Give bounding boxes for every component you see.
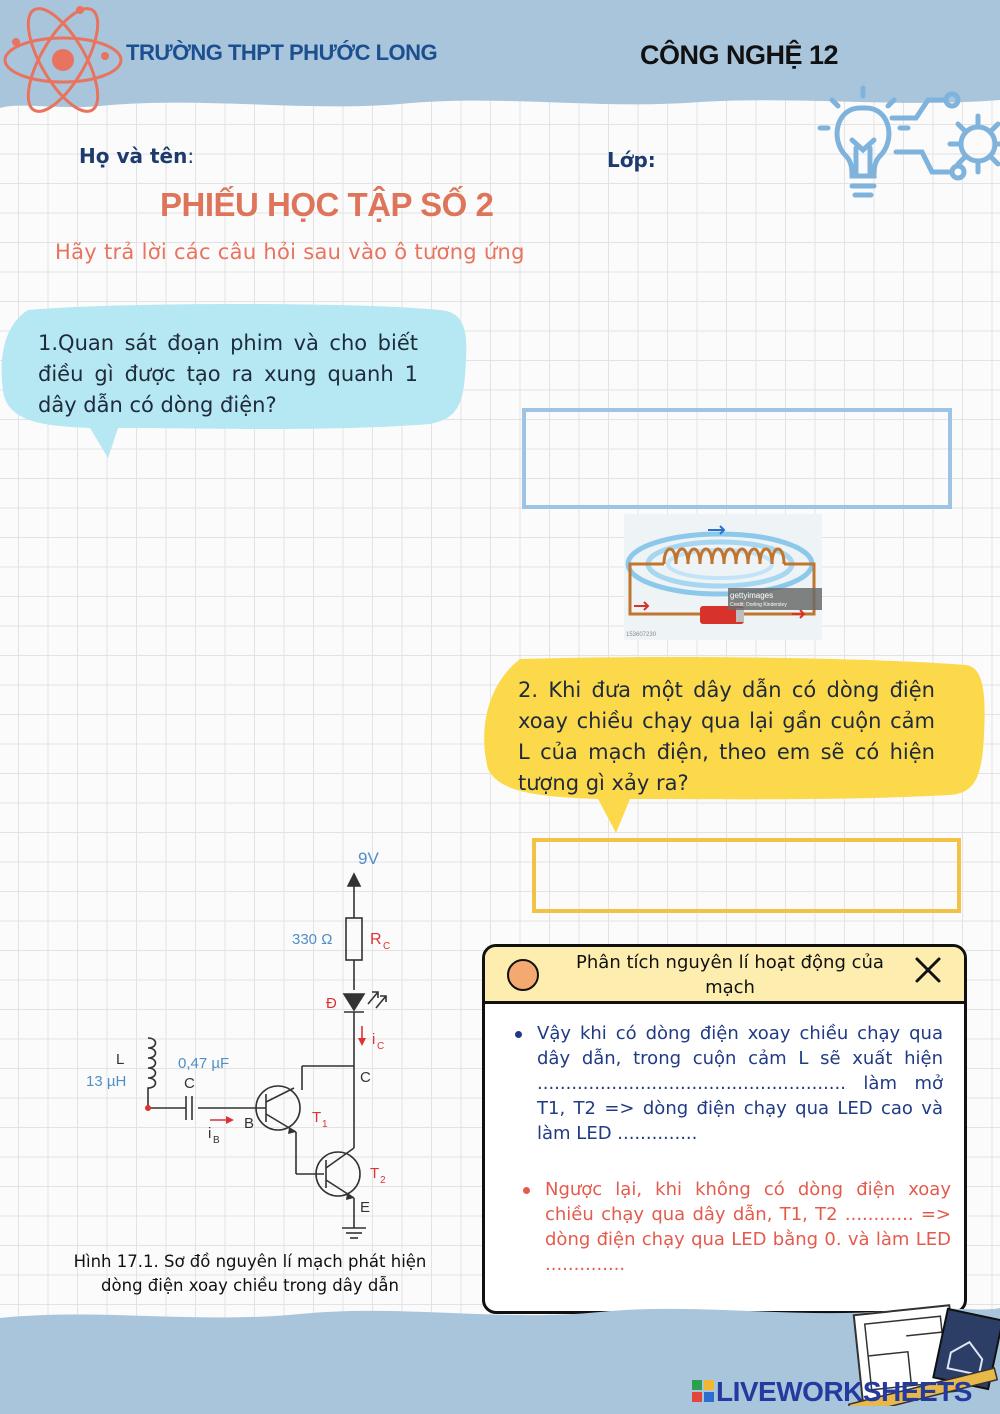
circuit-cap-value: 0,47 µF bbox=[178, 1055, 230, 1072]
liveworksheets-brand[interactable]: LIVEWORKSHEETS bbox=[716, 1376, 972, 1407]
worksheet-title: PHIẾU HỌC TẬP SỐ 2 bbox=[160, 186, 494, 223]
circuit-ic-sub: C bbox=[377, 1041, 385, 1052]
circuit-inductor-label: L bbox=[116, 1051, 125, 1068]
liveworksheets-logo-icon bbox=[692, 1380, 714, 1402]
photo-id: 153607230 bbox=[626, 632, 657, 638]
circle-icon bbox=[507, 959, 539, 991]
class-field-label: Lớp: bbox=[607, 148, 656, 172]
circuit-supply-label: 9V bbox=[358, 849, 379, 868]
analysis-card-title: Phân tích nguyên lí hoạt động của mạch bbox=[576, 952, 884, 998]
subject-title: CÔNG NGHỆ 12 bbox=[640, 40, 839, 70]
school-name: TRƯỜNG THPT PHƯỚC LONG bbox=[126, 40, 438, 65]
answer-input-1[interactable] bbox=[522, 408, 952, 509]
circuit-cap-label: C bbox=[184, 1075, 195, 1092]
bullet-dot bbox=[515, 1031, 522, 1038]
circuit-resistor-value: 330 Ω bbox=[292, 931, 333, 948]
worksheet-instruction: Hãy trả lời các câu hỏi sau vào ô tương ứng bbox=[55, 240, 525, 264]
close-icon[interactable] bbox=[913, 955, 943, 985]
circuit-diagram bbox=[80, 842, 420, 1246]
figure-caption: Hình 17.1. Sơ đồ nguyên lí mạch phát hiện dòng điện xoay chiều trong dây dẫn bbox=[73, 1252, 427, 1295]
bulb-gear-icon bbox=[812, 78, 1000, 213]
question-2-text: 2. Khi đưa một dây dẫn có dòng điện xoay chiều chạy qua lại gần cuộn cảm L của mạch điện, theo em sẽ có hiện tượng gì xảy ra? bbox=[518, 678, 935, 795]
circuit-led-label: Đ bbox=[326, 995, 337, 1012]
circuit-ib-label: i bbox=[208, 1125, 212, 1142]
circuit-t1-sub: 1 bbox=[322, 1119, 328, 1130]
question-1-text: 1.Quan sát đoạn phim và cho biết điều gì được tạo ra xung quanh 1 dây dẫn có dòng điện? bbox=[38, 331, 418, 417]
answer-input-2[interactable] bbox=[532, 838, 961, 913]
analysis-bullet-2 bbox=[523, 1177, 951, 1277]
photo-credit: gettyimages bbox=[730, 591, 774, 600]
bullet-dot bbox=[523, 1187, 530, 1194]
analysis-bullet-2-text: Ngược lại, khi không có dòng điện xoay chiều chạy qua dây dẫn, T1, T2 ............ => dòng điện chạy qua LED bằng 0. và làm LED .............. bbox=[545, 1179, 951, 1275]
circuit-resistor-sub: C bbox=[383, 941, 391, 952]
analysis-card-header bbox=[485, 947, 964, 1004]
name-field-label: Họ và tên: bbox=[79, 144, 195, 168]
circuit-base-label: B bbox=[244, 1115, 255, 1132]
circuit-emitter-label: E bbox=[360, 1199, 371, 1216]
analysis-bullet-1 bbox=[515, 1021, 943, 1146]
circuit-ib-sub: B bbox=[213, 1135, 220, 1146]
solenoid-photo bbox=[624, 514, 822, 640]
circuit-t2-sub: 2 bbox=[380, 1175, 386, 1186]
circuit-ic-label: i bbox=[372, 1031, 376, 1048]
analysis-bullet-1-text: Vậy khi có dòng điện xoay chiều chạy qua dây dẫn, trong cuộn cảm L sẽ xuất hiện ...................................................... làm mở T1, T2 => dòng điện chạy qua LED cao và làm LED .............. bbox=[537, 1023, 943, 1144]
circuit-t2-label: T bbox=[370, 1165, 380, 1182]
circuit-inductor-value: 13 µH bbox=[86, 1073, 127, 1090]
circuit-resistor-label: R bbox=[370, 931, 382, 948]
atom-logo-icon bbox=[0, 0, 130, 120]
circuit-node-c: C bbox=[360, 1069, 371, 1086]
circuit-t1-label: T bbox=[312, 1109, 322, 1126]
analysis-card bbox=[482, 944, 967, 1314]
photo-credit-line: Credit: Dorling Kindersley bbox=[730, 602, 787, 608]
